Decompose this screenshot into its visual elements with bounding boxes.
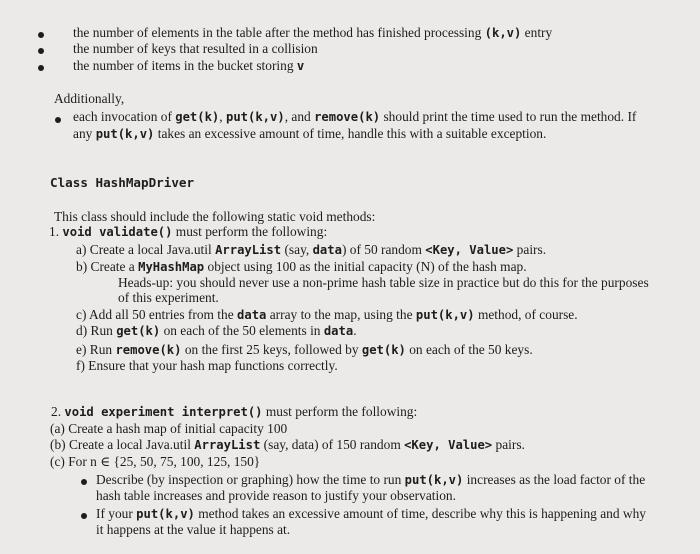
m2-bullet-1-line-2: hash table increases and provide reason to justify your observation.	[96, 488, 456, 503]
bullet-icon	[38, 48, 44, 54]
m1-item-b: b) Create a MyHashMap object using 100 as the initial capacity (N) of the hash map.	[76, 259, 527, 274]
class-intro: This class should include the following static void methods:	[54, 209, 376, 224]
m1-item-e: e) Run remove(k) on the first 25 keys, followed by get(k) on each of the 50 keys.	[76, 342, 533, 357]
bullet-icon	[38, 32, 44, 38]
bullet-entries: the number of elements in the table after the method has finished processing (k,v) entry	[73, 25, 553, 40]
method-2-heading: 2. void experiment interpret() must perform the following:	[51, 404, 418, 419]
m2-bullet-1-line-1: Describe (by inspection or graphing) how the time to run put(k,v) increases as the load factor of the	[96, 472, 646, 487]
class-heading: Class HashMapDriver	[50, 175, 195, 190]
m1-item-c: c) Add all 50 entries from the data array to the map, using the put(k,v) method, of course.	[76, 307, 578, 322]
bullet-icon	[81, 479, 87, 485]
bullet-keys: the number of keys that resulted in a collision	[73, 41, 318, 56]
m1-item-d: d) Run get(k) on each of the 50 elements in data.	[76, 323, 357, 338]
m2-item-b: (b) Create a local Java.util ArrayList (say, data) of 150 random <Key, Value> pairs.	[50, 437, 525, 452]
additionally-label: Additionally,	[54, 91, 125, 106]
m1-headsup-1: Heads-up: you should never use a non-prime hash table size in practice but do this for the purposes	[118, 275, 649, 290]
bullet-items: the number of items in the bucket storing v	[73, 58, 305, 73]
method-1-heading: 1. void validate() must perform the following:	[49, 224, 328, 239]
bullet-icon	[81, 513, 87, 519]
bullet-icon	[55, 117, 61, 123]
m2-bullet-2-line-1: If your put(k,v) method takes an excessive amount of time, describe why this is happening and why	[96, 506, 646, 521]
m1-item-f: f) Ensure that your hash map functions correctly.	[76, 358, 338, 373]
m2-bullet-2-line-2: it happens at the value it happens at.	[96, 522, 291, 537]
m1-headsup-2: of this experiment.	[118, 290, 219, 305]
m1-item-a: a) Create a local Java.util ArrayList (say, data) of 50 random <Key, Value> pairs.	[76, 242, 547, 257]
m2-item-c: (c) For n ∈ {25, 50, 75, 100, 125, 150}	[50, 454, 261, 469]
bullet-icon	[38, 65, 44, 71]
additionally-line-1: each invocation of get(k), put(k,v), and remove(k) should print the time used to run the method. If	[73, 109, 637, 124]
additionally-line-2: any put(k,v) takes an excessive amount of time, handle this with a suitable exception.	[73, 126, 547, 141]
m2-item-a: (a) Create a hash map of initial capacity 100	[50, 421, 288, 436]
